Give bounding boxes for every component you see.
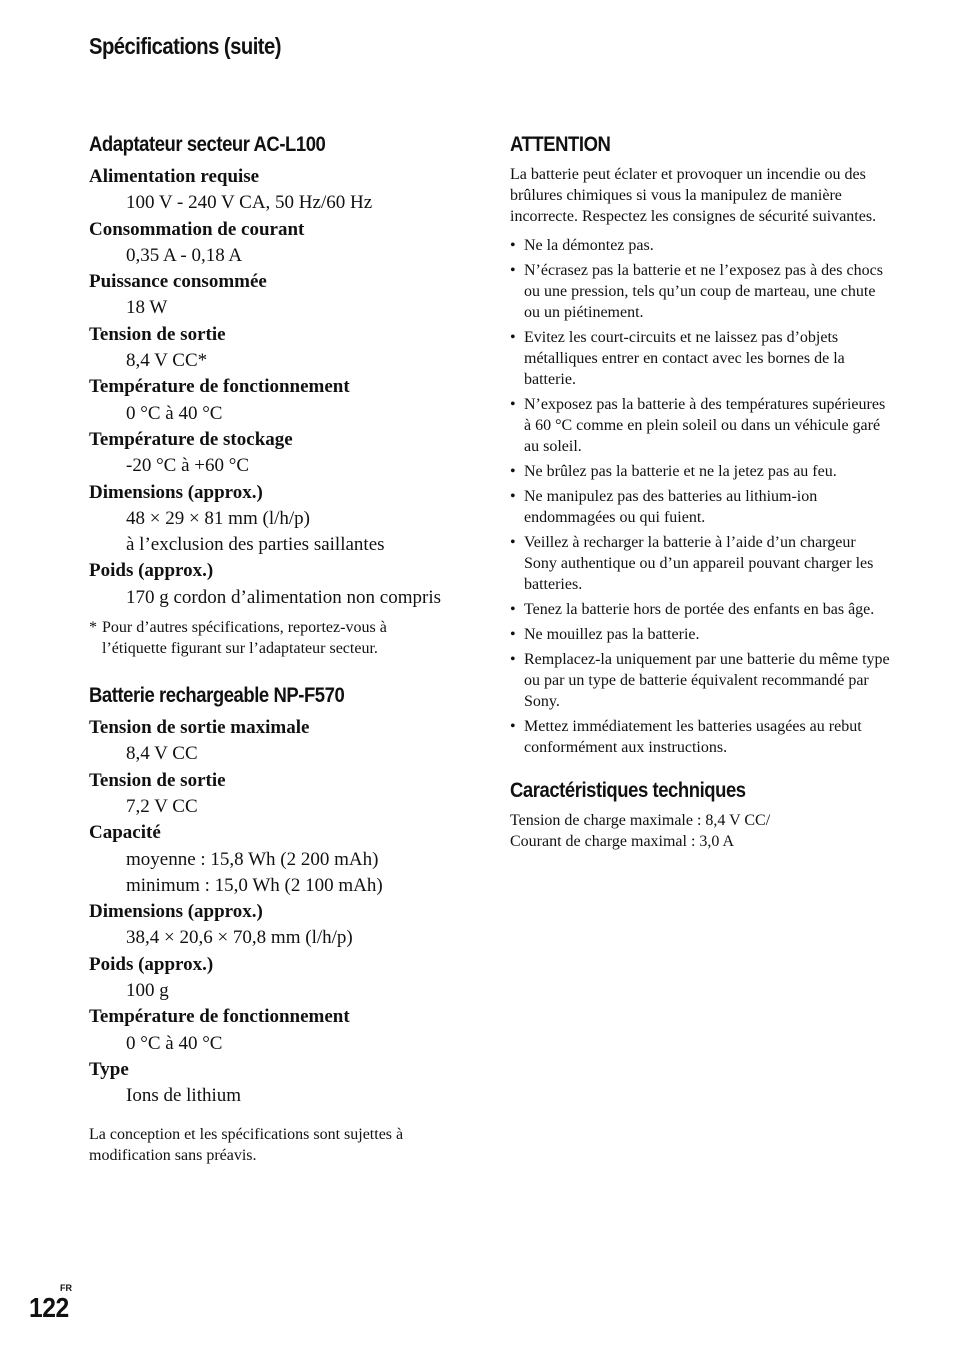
spec-value: 0,35 A - 0,18 A (126, 244, 243, 266)
spec-label: Poids (approx.) (89, 953, 214, 975)
spec-label: Consommation de courant (89, 218, 305, 240)
spec-value: minimum : 15,0 Wh (2 100 mAh) (126, 874, 383, 896)
attention-intro: La batterie peut éclater et provoquer un incendie ou des brûlures chimiques si vous la manipulez de manière incorrecte. Respectez les consignes de sécurité suivantes. (510, 166, 877, 225)
spec-label: Alimentation requise (89, 166, 260, 187)
bullet-dot: • (510, 534, 516, 551)
spec-label: Tension de sortie maximale (89, 717, 310, 739)
spec-label: Température de fonctionnement (89, 376, 350, 398)
attention-title: ATTENTION (510, 133, 611, 156)
spec-value: 100 g (126, 980, 169, 1002)
spec-value: à l’exclusion des parties saillantes (126, 534, 385, 556)
bullet-dot: • (510, 488, 516, 505)
bullet-dot: • (510, 626, 516, 643)
attention-item (510, 599, 890, 620)
spec-value: moyenne : 15,8 Wh (2 200 mAh) (126, 848, 379, 870)
spec-label: Puissance consommée (89, 271, 267, 293)
attention-item-text: Evitez les court-circuits et ne laissez pas d’objets métalliques entrer en contact avec les bornes de la batterie. (524, 329, 845, 388)
bullet-dot: • (510, 396, 516, 413)
page-header-title: Spécifications (suite) (89, 33, 281, 59)
spec-label: Température de stockage (89, 428, 293, 450)
spec-value: 18 W (126, 297, 168, 319)
page-language-code: FR (60, 1283, 72, 1293)
attention-item-text: N’exposez pas la batterie à des températures supérieures à 60 °C comme en plein soleil ou dans un véhicule garé au soleil. (524, 396, 886, 455)
attention-item (510, 235, 890, 256)
spec-value: 100 V - 240 V CA, 50 Hz/60 Hz (126, 192, 373, 214)
attention-item (510, 532, 890, 595)
tech-line-max-voltage: Tension de charge maximale : 8,4 V CC/ (510, 812, 771, 829)
bullet-dot: • (510, 237, 516, 254)
battery-section-title: Batterie rechargeable NP-F570 (89, 684, 345, 708)
spec-value: 170 g cordon d’alimentation non compris (126, 586, 442, 608)
page-number: 122 (29, 1292, 69, 1323)
spec-value: 48 × 29 × 81 mm (l/h/p) (126, 507, 310, 529)
spec-value: -20 °C à +60 °C (126, 455, 250, 477)
bullet-dot: • (510, 463, 516, 480)
attention-item-text: Veillez à recharger la batterie à l’aide d’un chargeur Sony authentique ou d’un appareil pouvant charger les batteries. (524, 534, 874, 593)
attention-item-text: Ne mouillez pas la batterie. (524, 626, 700, 643)
spec-label: Dimensions (approx.) (89, 901, 263, 923)
attention-item-text: Tenez la batterie hors de portée des enfants en bas âge. (524, 601, 875, 618)
right-column (510, 130, 890, 852)
adapter-spec-list (89, 164, 449, 611)
attention-item-text: Ne la démontez pas. (524, 237, 654, 254)
attention-item-text: Mettez immédiatement les batteries usagées au rebut conformément aux instructions. (524, 718, 862, 756)
spec-label: Tension de sortie (89, 769, 226, 791)
spec-value: 8,4 V CC (126, 743, 198, 765)
spec-value: 38,4 × 20,6 × 70,8 mm (l/h/p) (126, 927, 353, 949)
bullet-dot: • (510, 329, 516, 346)
attention-item (510, 327, 890, 390)
attention-item (510, 461, 890, 482)
spec-value: 0 °C à 40 °C (126, 1032, 223, 1054)
attention-item (510, 716, 890, 758)
attention-item-text: Ne brûlez pas la batterie et ne la jetez pas au feu. (524, 463, 837, 480)
spec-value: 0 °C à 40 °C (126, 402, 223, 424)
footnote-mark: * (89, 619, 97, 637)
battery-spec-list (89, 715, 449, 1109)
adapter-section-title: Adaptateur secteur AC-L100 (89, 133, 326, 156)
tech-section-title: Caractéristiques techniques (510, 779, 746, 802)
spec-label: Poids (approx.) (89, 560, 214, 582)
bullet-dot: • (510, 718, 516, 735)
attention-item (510, 624, 890, 645)
disclaimer-note: La conception et les spécifications sont sujettes à modification sans préavis. (89, 1125, 404, 1164)
spec-label: Capacité (89, 822, 161, 844)
spec-label: Température de fonctionnement (89, 1006, 350, 1028)
attention-item-text: Ne manipulez pas des batteries au lithium-ion endommagées ou qui fuient. (524, 488, 818, 526)
spec-label: Tension de sortie (89, 323, 226, 345)
spec-value: 7,2 V CC (126, 795, 198, 817)
footnote-text: Pour d’autres spécifications, reportez-vous à l’étiquette figurant sur l’adaptateur secteur. (102, 619, 387, 658)
attention-item-text: Remplacez-la uniquement par une batterie du même type ou par un type de batterie équivalent recommandé par Sony. (524, 651, 890, 710)
tech-line-max-current: Courant de charge maximal : 3,0 A (510, 833, 735, 850)
spec-value: 8,4 V CC* (126, 350, 208, 372)
spec-value: Ions de lithium (126, 1085, 242, 1107)
adapter-footnote (89, 617, 449, 659)
bullet-dot: • (510, 601, 516, 618)
attention-list (510, 235, 890, 758)
left-column (89, 130, 449, 1166)
attention-item (510, 486, 890, 528)
attention-item (510, 649, 890, 712)
spec-label: Dimensions (approx.) (89, 481, 263, 503)
attention-item (510, 260, 890, 323)
bullet-dot: • (510, 262, 516, 279)
spec-label: Type (89, 1058, 129, 1080)
attention-item (510, 394, 890, 457)
attention-item-text: N’écrasez pas la batterie et ne l’exposez pas à des chocs ou une pression, tels qu’un coup de marteau, une chute ou un piétinement. (524, 262, 883, 321)
bullet-dot: • (510, 651, 516, 668)
